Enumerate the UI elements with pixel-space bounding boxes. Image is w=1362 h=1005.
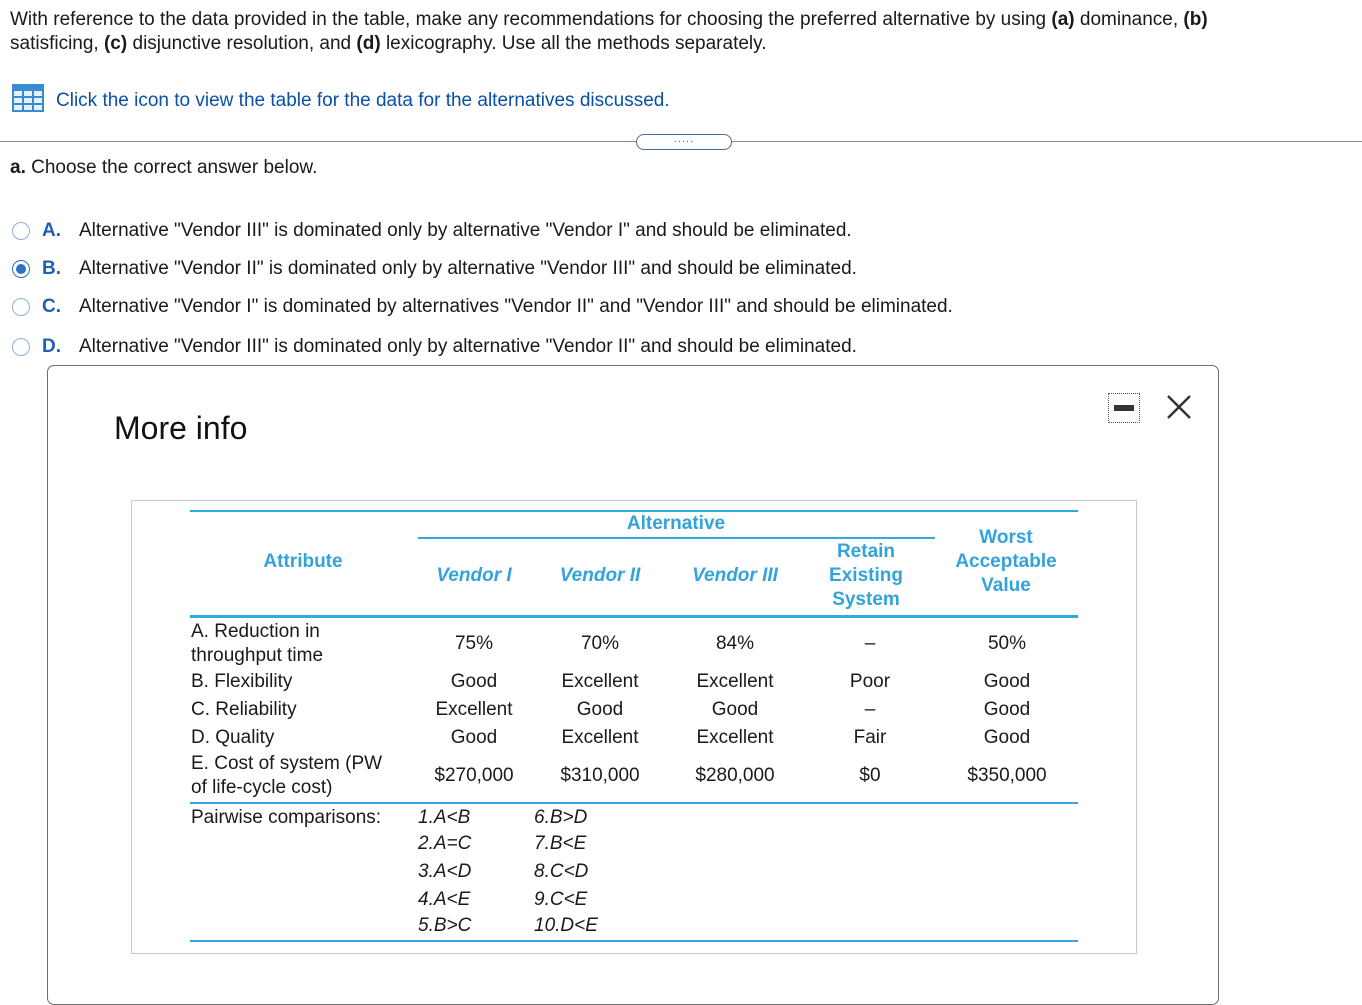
pairwise-item: 10.D<E <box>534 915 598 936</box>
pairwise-item: 9.C<E <box>534 889 588 910</box>
close-button[interactable] <box>1165 392 1193 422</box>
pairwise-item: 5.B>C <box>418 915 472 936</box>
pairwise-label: Pairwise comparisons: <box>191 807 382 828</box>
radio-button-selected[interactable] <box>12 260 30 278</box>
attr-cost-of-system: E. Cost of system (PW of life-cycle cost) <box>191 753 383 798</box>
cell-b-worst: Good <box>983 671 1031 692</box>
header-worst-acceptable-value: Worst Acceptable Value <box>955 527 1057 596</box>
choice-c[interactable]: C. Alternative "Vendor I" is dominated by alternatives "Vendor II" and "Vendor III" and should be eliminated. <box>12 294 953 320</box>
pairwise-item: 3.A<D <box>418 861 472 882</box>
cell-c-retain: – <box>864 699 876 720</box>
cell-e-worst: $350,000 <box>967 765 1047 786</box>
header-bottom-rule <box>190 615 1078 618</box>
cell-b-vendor2: Excellent <box>561 671 639 692</box>
cell-d-vendor1: Good <box>450 727 498 748</box>
cell-a-vendor2: 70% <box>580 633 620 654</box>
cell-d-vendor2: Excellent <box>561 727 639 748</box>
choice-a[interactable]: A. Alternative "Vendor III" is dominated only by alternative "Vendor I" and should be eliminated. <box>12 218 852 244</box>
pairwise-item: 8.C<D <box>534 861 589 882</box>
cell-d-vendor3: Excellent <box>696 727 774 748</box>
alternative-underline <box>418 537 935 539</box>
attr-reduction-throughput: A. Reduction in throughput time <box>191 621 324 666</box>
choice-b[interactable]: B. Alternative "Vendor II" is dominated only by alternative "Vendor III" and should be eliminated. <box>12 256 857 282</box>
choice-d[interactable]: D. Alternative "Vendor III" is dominated only by alternative "Vendor II" and should be eliminated. <box>12 334 857 360</box>
minimize-button[interactable] <box>1108 393 1140 423</box>
cell-b-vendor3: Excellent <box>696 671 774 692</box>
part-a-label: a. Choose the correct answer below. <box>10 157 318 178</box>
cell-a-retain: – <box>864 633 876 654</box>
header-attribute: Attribute <box>263 551 343 572</box>
cell-e-retain: $0 <box>859 765 881 786</box>
cell-b-retain: Poor <box>849 671 891 692</box>
header-vendor-3: Vendor III <box>692 565 778 586</box>
cell-a-worst: 50% <box>987 633 1027 654</box>
close-icon <box>1165 392 1193 422</box>
pairwise-item: 2.A=C <box>418 833 472 854</box>
table-icon[interactable] <box>12 84 44 117</box>
view-table-link[interactable] <box>12 84 670 117</box>
header-alternative: Alternative <box>626 513 726 534</box>
pairwise-item: 4.A<E <box>418 889 471 910</box>
question-text: With reference to the data provided in the table, make any recommendations for choosing the preferred alternative by using (a) dominance, (b) satisficing, (c) disjunctive resolution, and (d) lexicography. Use all the methods separately. <box>10 9 1208 54</box>
cell-a-vendor3: 84% <box>715 633 755 654</box>
cell-b-vendor1: Good <box>450 671 498 692</box>
radio-button[interactable] <box>12 338 30 356</box>
cell-a-vendor1: 75% <box>454 633 494 654</box>
header-vendor-1: Vendor I <box>436 565 512 586</box>
minimize-icon <box>1114 405 1134 411</box>
dialog-title: More info <box>114 410 248 446</box>
header-retain-existing-system: Retain Existing System <box>829 541 903 610</box>
radio-button[interactable] <box>12 298 30 316</box>
radio-button[interactable] <box>12 222 30 240</box>
attr-reliability: C. Reliability <box>191 699 297 720</box>
cell-e-vendor2: $310,000 <box>560 765 640 786</box>
view-table-link-text[interactable]: Click the icon to view the table for the data for the alternatives discussed. <box>56 89 670 111</box>
cell-c-worst: Good <box>983 699 1031 720</box>
cell-c-vendor2: Good <box>576 699 624 720</box>
header-vendor-2: Vendor II <box>559 565 641 586</box>
cell-d-retain: Fair <box>853 727 887 748</box>
pairwise-item: 7.B<E <box>534 833 587 854</box>
attr-quality: D. Quality <box>191 727 275 748</box>
cell-c-vendor3: Good <box>711 699 759 720</box>
cell-e-vendor1: $270,000 <box>434 765 514 786</box>
cell-e-vendor3: $280,000 <box>695 765 775 786</box>
table-bottom-rule <box>190 940 1078 942</box>
cell-c-vendor1: Excellent <box>435 699 513 720</box>
pairwise-item: 6.B>D <box>534 807 588 828</box>
attr-flexibility: B. Flexibility <box>191 671 293 692</box>
collapse-toggle-button[interactable]: ..... <box>636 134 732 150</box>
cell-d-worst: Good <box>983 727 1031 748</box>
data-bottom-rule <box>190 802 1078 804</box>
pairwise-item: 1.A<B <box>418 807 471 828</box>
